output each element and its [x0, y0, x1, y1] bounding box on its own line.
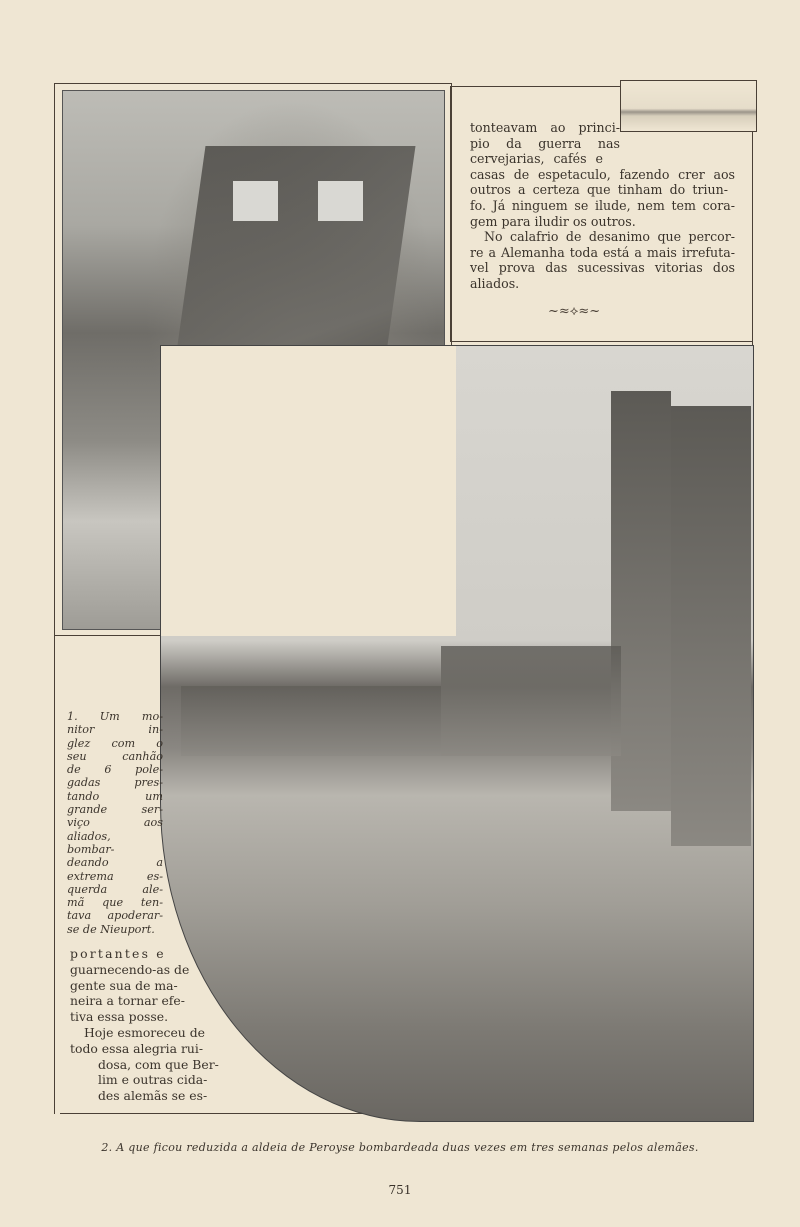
caption-line: gadas pres-: [67, 776, 163, 790]
text-line: lim e outras cida-: [98, 1072, 208, 1088]
text-line: vel prova das sucessivas vitorias dos: [470, 260, 735, 276]
text-line: neira a tornar efe-: [70, 993, 185, 1009]
text-line: portantes e: [70, 946, 166, 961]
caption-line: mã que ten-: [67, 896, 163, 910]
page-border-top: [450, 86, 620, 87]
caption-line: de 6 pole-: [67, 763, 163, 777]
caption-line: nitor in-: [67, 723, 163, 737]
text-line: pio da guerra nas: [470, 135, 620, 151]
text-line: fo. Já ninguem se ilude, nem tem cora-: [470, 197, 735, 213]
left-column-text: [70, 946, 219, 1104]
text-line: dosa, com que Ber-: [98, 1056, 219, 1072]
text-line: gente sua de ma-: [70, 977, 178, 993]
caption-line: tava apoderar-: [67, 909, 163, 923]
caption-line: viço aos: [67, 816, 163, 830]
caption-photo-1: [67, 710, 163, 936]
page-border-left: [54, 634, 55, 1114]
caption-line: grande ser-: [67, 803, 163, 817]
text-line: tiva essa posse.: [70, 1009, 169, 1025]
caption-line: se de Nieuport.: [67, 922, 155, 936]
right-column-text: [470, 120, 735, 292]
text-line: aliados.: [470, 275, 520, 291]
ornament-divider: ~≈⟡≈~: [548, 304, 601, 319]
text-line: guarnecendo-as de: [70, 961, 190, 977]
text-line: casas de espetaculo, fazendo crer aos: [470, 166, 735, 182]
text-line: cervejarias, cafés e: [470, 151, 603, 167]
text-line: re a Alemanha toda está a mais irrefuta-: [470, 244, 735, 260]
text-line: Hoje esmoreceu de: [84, 1024, 205, 1040]
text-box-bottom: [450, 341, 752, 342]
caption-line: 1. Um mo-: [67, 710, 163, 723]
caption-photo-2: 2. A que ficou reduzida a aldeia de Peroyse bombardeada duas vezes em tres semanas pelos alemães.: [101, 1141, 699, 1154]
caption-line: seu canhão: [67, 749, 163, 763]
text-line: outros a certeza que tinham do triun-: [470, 182, 728, 198]
photo-bombarded-village: [160, 345, 754, 1122]
text-line: gem para iludir os outros.: [470, 213, 636, 229]
caption-line: bombar-: [67, 842, 115, 856]
caption-line: extrema es-: [67, 869, 163, 883]
text-line: tonteavam ao princi-: [470, 120, 620, 135]
caption-line: deando a: [67, 856, 163, 870]
text-line: No calafrio de desanimo que percor-: [484, 229, 735, 245]
caption-line: aliados,: [67, 829, 111, 843]
text-line: des alemãs se es-: [98, 1088, 208, 1104]
text-box-frame: [450, 86, 451, 341]
caption-line: querda ale-: [67, 882, 163, 896]
text-line: todo essa alegria rui-: [70, 1040, 204, 1056]
page-number: 751: [388, 1183, 412, 1197]
caption-line: glez com o: [67, 736, 163, 750]
caption-line: tando um: [67, 789, 163, 803]
